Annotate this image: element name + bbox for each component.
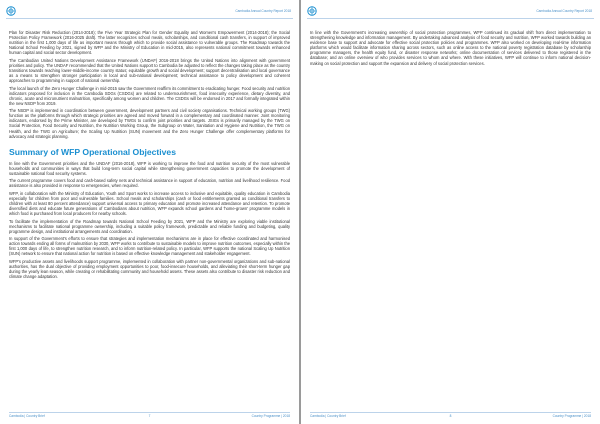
footer-left-text: Cambodia | Country Brief [9,414,45,418]
page-header [6,6,293,18]
body-paragraph: The local launch of the Zero Hunger Challenge in mid-2015 saw the Government reaffirm its commitment to eradicating hunger. Food security and nutrition indicators proposed for inclusion in the Cambodia SDGs (CSDGs) are related to undernourishment, food insecurity experience, dietary diversity, and chronic, acute and micronutrient malnutrition, specifically among women and children. The CSDGs will be endorsed in 2017 and formally integrated within the new NSDP from 2019. [9,85,290,106]
body-paragraph: The current programme covers food and cash-based safety nets and technical assistance in support of education, nutrition and livelihood resilience. Food assistance is also provided in response to emergencies, when required. [9,178,290,189]
body-paragraph: In line with the Government's increasing ownership of social protection programmes, WFP continued its gradual shift from direct implementation to strengthening knowledge and information management. By undertaking advanced analysis of food security and nutrition, WFP worked towards building an evidence base to support and advocate for effective social protection policies and programmes. WFP also worked on developing real-time information platforms which would facilitate information sharing across sectors, such as online access to the national poverty registration database by scholarship programme managers, the health equity fund, or disaster response networks; online documentation of services delivered to those registered in the database; and an online overview of who provides services to whom and where. With these initiatives, WFP will continue to inform national decision-making on social protection and support the expansion and delivery of social protection services. [310,30,591,66]
header-divider [307,18,594,19]
wfp-logo-icon [307,6,317,16]
body-paragraph: To facilitate the implementation of the Roadmap towards National School Feeding by 2021, WFP and the Ministry are exploring viable institutional mechanisms to facilitate national programme ownership, including a suitable policy framework, predictable and reliable funding and budgeting, quality programme design, and institutional arrangements and coordination. [9,218,290,234]
footer-right-text: Country Programme | 2018 [552,414,591,418]
page-number: 7 [148,414,151,418]
page-footer [310,412,591,418]
footer-right-text: Country Programme | 2018 [251,414,290,418]
body-paragraph: The Cambodian United Nations Development Assistance Framework (UNDAF) 2016-2018 brings the United Nations into alignment with government priorities and policy. The UNDAF recommended that the United Nations support to Cambodia be adjusted to reflect the changes taking place as the country transitions towards reaching lower-middle-income country status; equitable growth and social development; support decentralisation and local governance as a means to strengthen stronger participation in local and sub-national development; technical assistance to policy development and coherent approaches to programming in support of national ownership. [9,57,290,84]
page-number: 8 [449,414,452,418]
footer-divider [9,412,290,413]
right-page [301,0,600,424]
running-title: Cambodia Annual Country Report 2018 [536,9,592,13]
page-header [307,6,594,18]
body-paragraph: The NSDP is implemented in coordination between government, development partners and civil society organisations. Technical working groups (TWG) function as the platforms through which strategic priorities are agreed and moved forward in a complementary and coordinated manner. Joint monitoring indicators, endorsed by the Prime Minister, are developed by TWGs to confirm joint priorities and targets. JSIGs is primarily managed by the TWG on Social Protection, Food Security and Nutrition, the Nutrition Working Group, the Subgroup on Water, Sanitation and Hygiene and Nutrition, the TWG on Health, and the TWG on Agriculture; the Scaling Up Nutrition (SUN) movement and the Zero Hunger Challenge offer complementary platforms for advocacy and strategic planning. [9,108,290,139]
body-paragraph: In line with the Government priorities and the UNDAF (2016-2018), WFP is working to improve the food and nutrition security of the most vulnerable households and communities in ways that build long-term social capital while strengthening government capacities to promote the development of sustainable national food security systems. [9,160,290,176]
left-page [0,0,299,424]
right-page-content [310,30,591,68]
footer-left-text: Cambodia | Country Brief [310,414,346,418]
footer-divider [310,412,591,413]
page-footer [9,412,290,418]
body-paragraph: WFP, in collaboration with the Ministry of Education, Youth and Sport works to increase access to inclusive and equitable, quality education in Cambodia especially for children from poor and vulnerable families. School meals and scholarships (cash or food entitlements granted as conditional transfers to children with at least 80 percent attendance) support universal access to primary education and promote increased attendance and retention. To promote diversified diets and educate future generations of Cambodians about nutrition, WFP expands school gardens and 'home-grown' programme models in which food is purchased from local producers for nearby schools. [9,190,290,217]
body-paragraph: Plan for Disaster Risk Reduction (2014-2018); the Five Year Strategic Plan for Gender Equality and Women's Empowerment (2014-2018); the Social Protection Policy Framework (2016-2025 draft). The latter recognizes school meals, scholarships, and conditional cash transfers, in support of improved nutrition in the first 1,000 days of life as important means through which to provide social assistance to vulnerable groups. The Roadmap towards the National School Feeding by 2021, signed by WFP and the Ministry of Education in mid-2015, also represents national commitment towards enhanced human capital and social sector development. [9,30,290,56]
left-page-content [9,30,290,282]
section-title: Summary of WFP Operational Objectives [9,146,176,157]
body-paragraph: In support of the Government's efforts to ensure that strategies and implementation mechanisms are in place for effective coordinated and harmonised action towards ending all forms of malnutrition by 2030, WFP works to contribute to sustainable models to improve nutrition outcomes, especially within the first 1,000 days of life, to strengthen nutrition research, and to inform nutrition-related policy. In particular, WFP supports the national Scaling Up Nutrition (SUN) network to ensure that national action for nutrition is based on effective knowledge management and stakeholder engagement. [9,236,290,257]
running-title: Cambodia Annual Country Report 2018 [235,9,291,13]
header-divider [6,18,293,19]
body-paragraph: WFP's productive assets and livelihoods support programme, implemented in collaboration with partner non-governmental organizations and sub-national authorities, has the dual objective of providing employment opportunities to poor, food-insecure households, and alleviating their short-term hunger gap during the yearly lean season, while creating or rehabilitating community and household assets. These assets also contribute to disaster risk reduction and climate change adaptation. [9,258,290,280]
wfp-logo-icon [6,6,16,16]
